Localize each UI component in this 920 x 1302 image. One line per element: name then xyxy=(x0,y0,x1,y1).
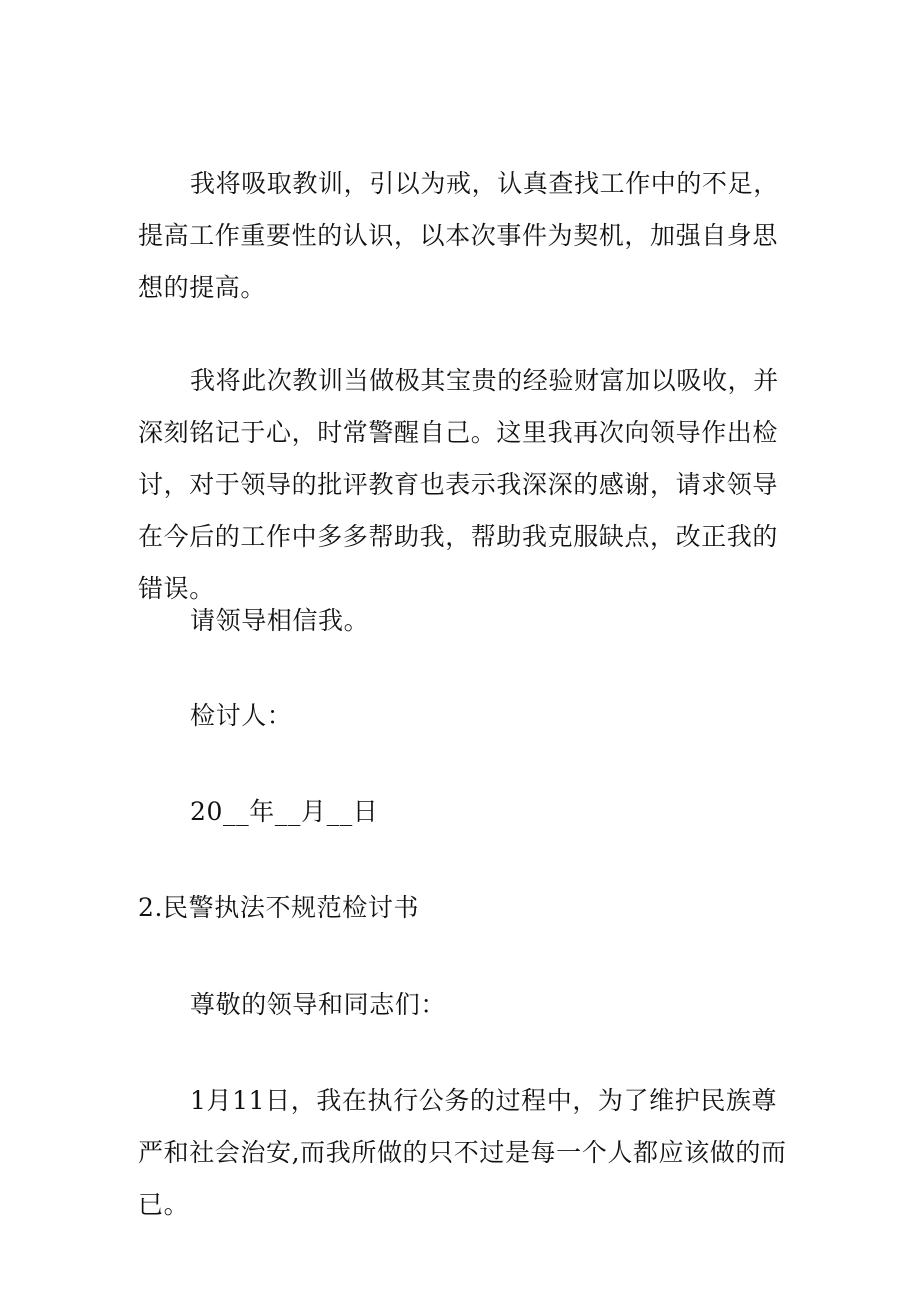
paragraph-incident: 1月11日，我在执行公务的过程中，为了维护民族尊严和社会治安,而我所做的只不过是每一个人都应该做的而已。 xyxy=(138,1086,787,1219)
paragraph-reflection: 我将此次教训当做极其宝贵的经验财富加以吸收，并深刻铭记于心，时常警醒自己。这里我再次向领导作出检讨，对于领导的批评教育也表示我深深的感谢，请求领导在今后的工作中多多帮助我，帮助我克服缺点，改正我的错误。 xyxy=(138,366,779,603)
section-heading: 2.民警执法不规范检讨书 xyxy=(138,893,420,922)
paragraph-lesson: 我将吸取教训，引以为戒，认真查找工作中的不足，提高工作重要性的认识，以本次事件为契机，加强自身思想的提高。 xyxy=(138,169,779,302)
date-line: 20__年__月__日 xyxy=(190,797,379,826)
salutation: 尊敬的领导和同志们： xyxy=(190,990,447,1019)
signature-label: 检讨人： xyxy=(190,701,293,730)
paragraph-trust: 请领导相信我。 xyxy=(190,606,370,635)
